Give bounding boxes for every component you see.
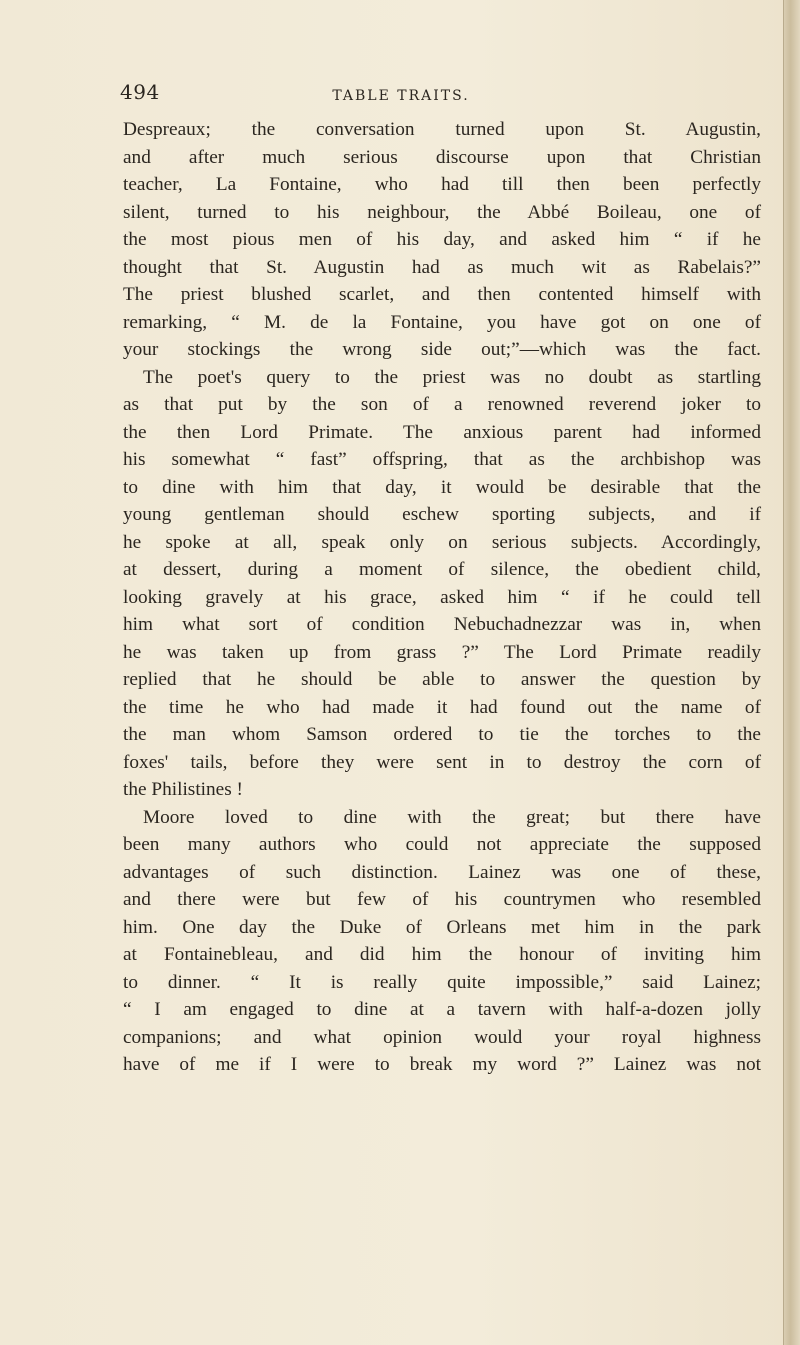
- text-line: and after much serious discourse upon that Christian: [123, 146, 761, 168]
- text-line: The poet's query to the priest was no doubt as startling: [143, 366, 761, 388]
- text-line: the Philistines !: [123, 779, 243, 800]
- text-line: Despreaux; the conversation turned upon St. Augustin,: [123, 119, 761, 140]
- page-number: 494: [120, 80, 160, 104]
- text-line: advantages of such distinction. Lainez was one of these,: [123, 861, 761, 883]
- text-line: silent, turned to his neighbour, the Abbé Boileau, one of: [123, 201, 761, 223]
- text-line: been many authors who could not appreciate the supposed: [123, 834, 761, 855]
- page-edge: [783, 0, 800, 1345]
- text-line: “ I am engaged to dine at a tavern with half-a-dozen jolly: [123, 999, 761, 1020]
- text-line: and there were but few of his countrymen who resembled: [123, 889, 761, 910]
- text-line: his somewhat “ fast” offspring, that as the archbishop was: [123, 449, 761, 470]
- running-head: TABLE TRAITS.: [332, 88, 470, 104]
- text-line: to dinner. “ It is really quite impossible,” said Lainez;: [123, 971, 761, 993]
- text-line: to dine with him that day, it would be desirable that the: [123, 476, 761, 498]
- text-line: your stockings the wrong side out;”—which was the fact.: [123, 339, 761, 360]
- text-line: him what sort of condition Nebuchadnezzar was in, when: [123, 614, 761, 635]
- text-line: looking gravely at his grace, asked him “ if he could tell: [123, 586, 761, 608]
- text-line: the then Lord Primate. The anxious parent had informed: [123, 421, 761, 443]
- text-line: Moore loved to dine with the great; but there have: [143, 806, 761, 828]
- text-line: teacher, La Fontaine, who had till then been perfectly: [123, 174, 761, 195]
- text-line: have of me if I were to break my word ?” Lainez was not: [123, 1054, 761, 1075]
- text-line: remarking, “ M. de la Fontaine, you have got on one of: [123, 311, 761, 333]
- text-line: thought that St. Augustin had as much wit as Rabelais?”: [123, 256, 761, 278]
- text-line: young gentleman should eschew sporting subjects, and if: [123, 504, 761, 525]
- text-line: replied that he should be able to answer the question by: [123, 669, 761, 690]
- text-line: he was taken up from grass ?” The Lord Primate readily: [123, 641, 761, 663]
- text-line: the man whom Samson ordered to tie the torches to the: [123, 724, 761, 745]
- text-line: The priest blushed scarlet, and then contented himself with: [123, 284, 761, 305]
- text-line: the most pious men of his day, and asked him “ if he: [123, 229, 761, 250]
- text-line: at dessert, during a moment of silence, the obedient child,: [123, 559, 761, 580]
- text-line: he spoke at all, speak only on serious subjects. Accordingly,: [123, 531, 761, 553]
- body-text: [123, 116, 761, 1079]
- text-line: him. One day the Duke of Orleans met him in the park: [123, 916, 761, 938]
- text-line: as that put by the son of a renowned reverend joker to: [123, 394, 761, 415]
- text-line: at Fontainebleau, and did him the honour of inviting him: [123, 944, 761, 965]
- text-line: foxes' tails, before they were sent in to destroy the corn of: [123, 751, 761, 773]
- text-line: the time he who had made it had found out the name of: [123, 696, 761, 718]
- text-line: companions; and what opinion would your royal highness: [123, 1026, 761, 1048]
